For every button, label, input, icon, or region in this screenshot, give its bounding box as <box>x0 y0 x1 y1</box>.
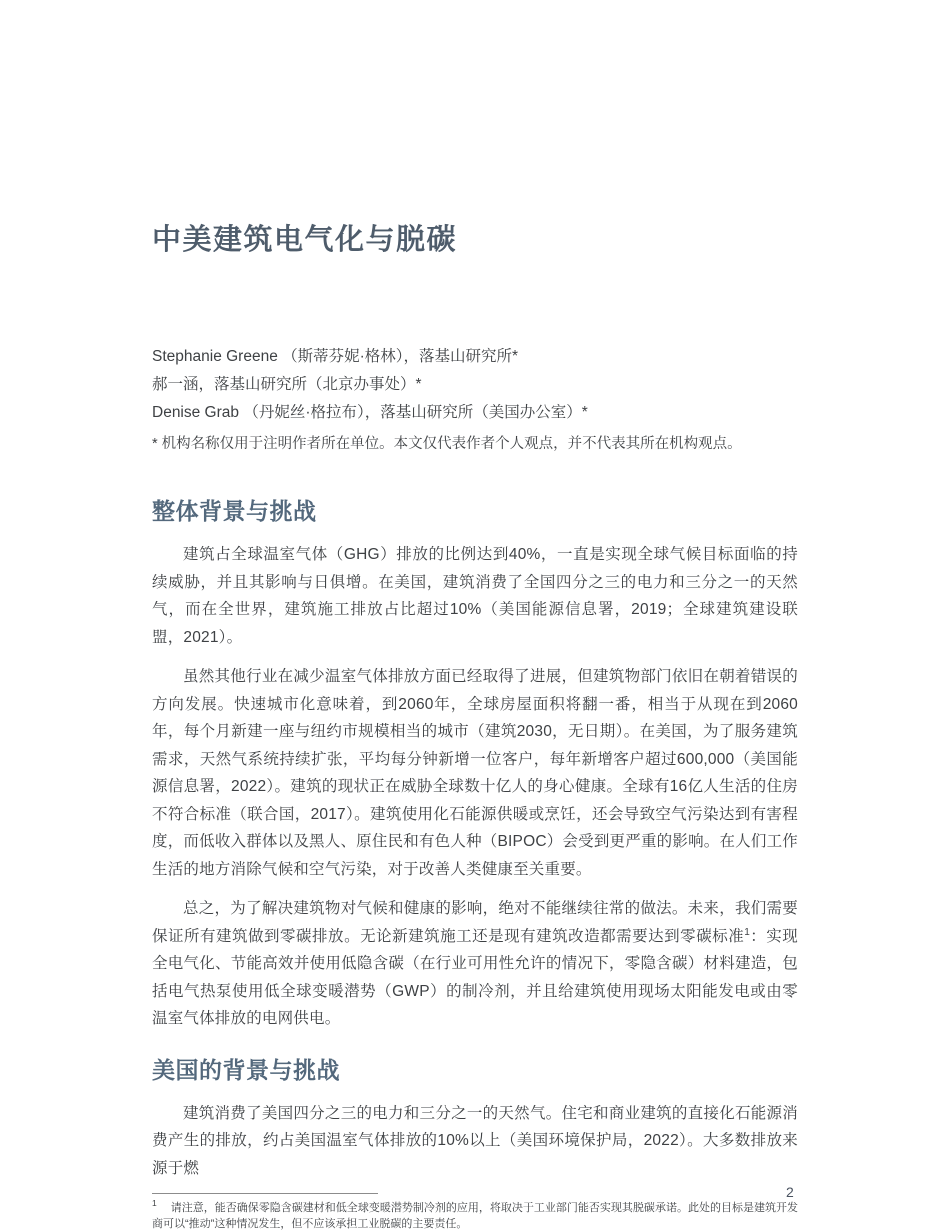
author-line-2: 郝一涵，落基山研究所（北京办事处）* <box>152 376 422 393</box>
author-line-3: Denise Grab （丹妮丝·格拉布），落基山研究所（美国办公室）* <box>152 404 588 421</box>
page-number: 2 <box>786 1184 794 1200</box>
author-line-1: Stephanie Greene （斯蒂芬妮·格林），落基山研究所* <box>152 348 519 365</box>
affiliation-note: * 机构名称仅用于注明作者所在单位。本文仅代表作者个人观点，并不代表其所在机构观点。 <box>152 436 742 452</box>
paragraph: 建筑消费了美国四分之三的电力和三分之一的天然气。住宅和商业建筑的直接化石能源消费产生的排放，约占美国温室气体排放的10%以上（美国环境保护局，2022）。大多数排放来源于燃 <box>152 1104 798 1177</box>
paragraph: 虽然其他行业在减少温室气体排放方面已经取得了进展，但建筑物部门依旧在朝着错误的方向发展。快速城市化意味着，到2060年，全球房屋面积将翻一番，相当于从现在到2060年，每个月新建一座与纽约市规模相当的城市（建筑2030，无日期）。在美国，为了服务建筑需求，天然气系统持续扩张，平均每分钟新增一位客户，每年新增客户超过600,000（美国能源信息署，2022）。建筑的现状正在威胁全球数十亿人的身心健康。全球有16亿人生活的住房不符合标准（联合国，2017）。建筑使用化石能源供暖或烹饪，还会导致空气污染达到有害程度，而低收入群体以及黑人、原住民和有色人种（BIPOC）会受到更严重的影响。在人们工作生活的地方消除气候和空气污染，对于改善人类健康至关重要。 <box>152 668 798 878</box>
paragraph-text-pre: 总之，为了解决建筑物对气候和健康的影响，绝对不能继续往常的做法。未来，我们需要保证所有建筑做到零碳排放。无论新建筑施工还是现有建筑改造都需要达到零碳标准 <box>152 900 798 945</box>
section-heading-us-background: 美国的背景与挑战 <box>152 1056 340 1083</box>
paragraph-text-post: ：实现全电气化、节能高效并使用低隐含碳（在行业可用性允许的情况下，零隐含碳）材料建造，包括电气热泵使用低全球变暖潜势（GWP）的制冷剂，并且给建筑使用现场太阳能发电或由零温室气体排放的电网供电。 <box>152 927 799 1027</box>
footnote <box>152 1200 798 1230</box>
paragraph: 建筑占全球温室气体（GHG）排放的比例达到40%，一直是实现全球气候目标面临的持续威胁，并且其影响与日俱增。在美国，建筑消费了全国四分之三的电力和三分之一的天然气，而在全世界，建筑施工排放占比超过10%（美国能源信息署，2019；全球建筑建设联盟，2021）。 <box>152 546 798 646</box>
footnote-reference: 1 <box>744 926 750 938</box>
footnote-area <box>152 1193 798 1230</box>
document-title: 中美建筑电气化与脱碳 <box>152 224 458 256</box>
author-block <box>152 343 798 427</box>
footnote-text: 请注意，能否确保零隐含碳建材和低全球变暖潜势制冷剂的应用，将取决于工业部门能否实现其脱碳承诺。此处的目标是建筑开发商可以“推动”这种情况发生，但不应该承担工业脱碳的主要责任。 <box>152 1202 798 1230</box>
footnote-marker: 1 <box>152 1198 157 1209</box>
paragraph-with-footnote-ref <box>152 895 798 1033</box>
page-content <box>152 0 798 1230</box>
footnote-divider <box>152 1193 378 1194</box>
section-heading-overall-background: 整体背景与挑战 <box>152 498 317 524</box>
